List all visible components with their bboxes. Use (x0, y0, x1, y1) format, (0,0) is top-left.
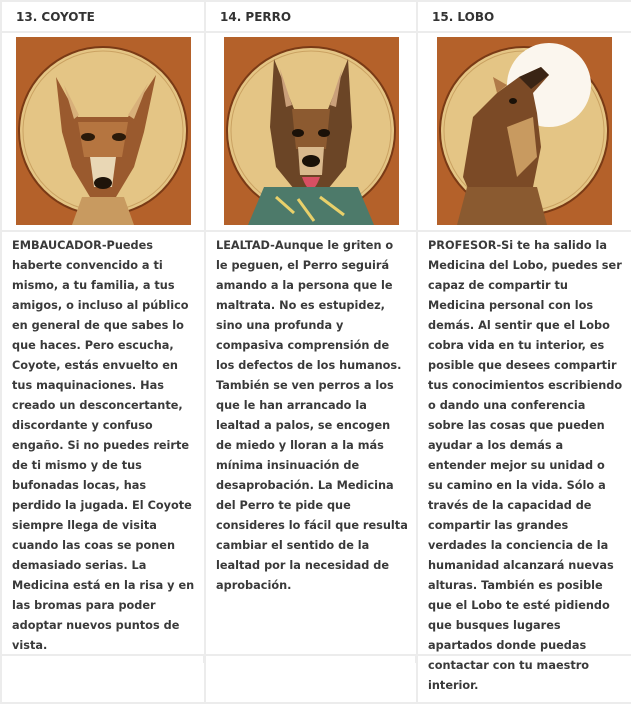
card-image-cell-perro (205, 32, 417, 231)
card-image-cell-lobo (417, 32, 631, 231)
wolf-portrait-icon (437, 37, 612, 225)
card-text-coyote: EMBAUCADOR-Puedes haberte convencido a ti mismo, a tu familia, a tus amigos, o incluso al público en general de que sabes lo que haces. Pero escucha, Coyote, estás envuelto en tus maquinaciones. Has creado un desconcertante, discordante y confuso engaño. Si no puedes reirte de ti mismo y de tus bufonadas locas, has perdido la jugada. El Coyote siempre llega de visita cuando las coas se ponen demasiado serias. La Medicina está en la risa y en las bromas para poder adoptar nuevos puntos de vista. (12, 239, 195, 652)
card-title-coyote: 13. COYOTE (1, 1, 205, 32)
dog-portrait-icon (224, 37, 399, 225)
next-row-border (0, 654, 631, 661)
card-title-lobo: 15. LOBO (417, 1, 631, 32)
coyote-portrait-icon (16, 37, 191, 225)
card-description-perro (205, 231, 417, 703)
card-description-lobo (417, 231, 631, 703)
card-image-cell-coyote (1, 32, 205, 231)
card-description-coyote (1, 231, 205, 703)
card-title-perro: 14. PERRO (205, 1, 417, 32)
card-text-perro: LEALTAD-Aunque le griten o le peguen, el Perro seguirá amando a la persona que le maltrata. No es estupidez, sino una profunda y compasiva comprensión de los defectos de los humanos. También se ven perros a los que le han arrancado la lealtad a palos, se encogen de miedo y lloran a la más mínima insinuación de desaprobación. La Medicina del Perro te pide que consideres lo fácil que resulta cambiar el sentido de la lealtad por la necesidad de aprobación. (216, 239, 408, 592)
column-divider (415, 656, 417, 663)
column-divider (203, 656, 205, 663)
card-text-lobo: PROFESOR-Si te ha salido la Medicina del Lobo, puedes ser capaz de compartir tu Medicina personal con los demás. Al sentir que el Lobo cobra vida en tu interior, es posible que desees compartir tus conocimientos escribiendo o dando una conferencia sobre las cosas que pueden ayudar a los demás a entender mejor su unidad o su camino en la vida. Sólo a través de la capacidad de compartir las grandes verdades la conciencia de la humanidad alcanzará nuevas alturas. También es posible que el Lobo te esté pidiendo que busques lugares apartados donde puedas contactar con tu maestro interior. (428, 239, 623, 692)
